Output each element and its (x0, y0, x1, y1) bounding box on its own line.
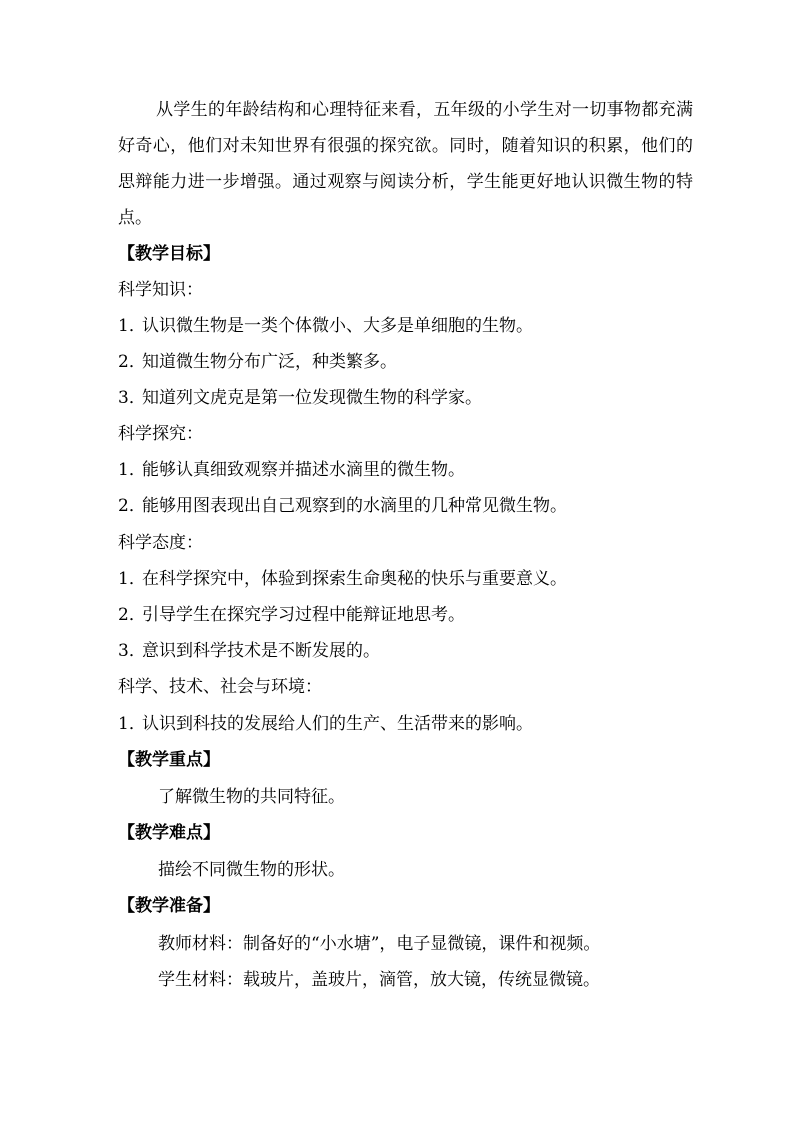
item-text: 在科学探究中，体验到探索生命奥秘的快乐与重要意义。 (142, 569, 567, 589)
sts-label: 科学、技术、社会与环境： (118, 677, 322, 697)
student-materials: 学生材料：载玻片，盖玻片，滴管，放大镜，传统显微镜。 (158, 970, 600, 990)
inquiry-label: 科学探究： (118, 424, 203, 444)
item-number: 3． (118, 388, 146, 408)
item-number: 2． (118, 496, 146, 516)
list-item (118, 344, 397, 380)
item-number: 2． (118, 605, 146, 625)
list-item (118, 488, 567, 524)
difficulties-text: 描绘不同微生物的形状。 (158, 860, 345, 880)
item-number: 3． (118, 641, 146, 661)
item-text: 能够认真细致观察并描述水滴里的微生物。 (142, 460, 465, 480)
list-item (118, 706, 533, 742)
list-item (118, 633, 380, 669)
item-text: 知道微生物分布广泛，种类繁多。 (142, 352, 397, 372)
difficulties-heading: 【教学难点】 (118, 823, 220, 843)
item-text: 能够用图表现出自己观察到的水滴里的几种常见微生物。 (142, 496, 567, 516)
key-points-heading: 【教学重点】 (118, 750, 220, 770)
objectives-heading: 【教学目标】 (118, 244, 220, 264)
item-text: 意识到科学技术是不断发展的。 (142, 641, 380, 661)
item-text: 知道列文虎克是第一位发现微生物的科学家。 (142, 388, 482, 408)
item-text: 认识微生物是一类个体微小、大多是单细胞的生物。 (142, 316, 533, 336)
key-points-text: 了解微生物的共同特征。 (158, 787, 345, 807)
intro-paragraph: 从学生的年龄结构和心理特征来看，五年级的小学生对一切事物都充满好奇心，他们对未知世界有很强的探究欲。同时，随着知识的积累，他们的思辩能力进一步增强。通过观察与阅读分析，学生能更好地认识微生物的特点。 (118, 100, 693, 228)
item-number: 2． (118, 352, 146, 372)
knowledge-label: 科学知识： (118, 280, 203, 300)
item-number: 1． (118, 569, 146, 589)
item-text: 引导学生在探究学习过程中能辩证地思考。 (142, 605, 465, 625)
list-item (118, 452, 465, 488)
item-number: 1． (118, 714, 146, 734)
list-item (118, 561, 567, 597)
teacher-materials: 教师材料：制备好的“小水塘”，电子显微镜，课件和视频。 (158, 934, 601, 954)
list-item (118, 597, 465, 633)
preparation-heading: 【教学准备】 (118, 896, 220, 916)
item-number: 1． (118, 460, 146, 480)
list-item (118, 380, 482, 416)
attitude-label: 科学态度： (118, 533, 203, 553)
list-item (118, 308, 533, 344)
item-number: 1． (118, 316, 146, 336)
item-text: 认识到科技的发展给人们的生产、生活带来的影响。 (142, 714, 533, 734)
